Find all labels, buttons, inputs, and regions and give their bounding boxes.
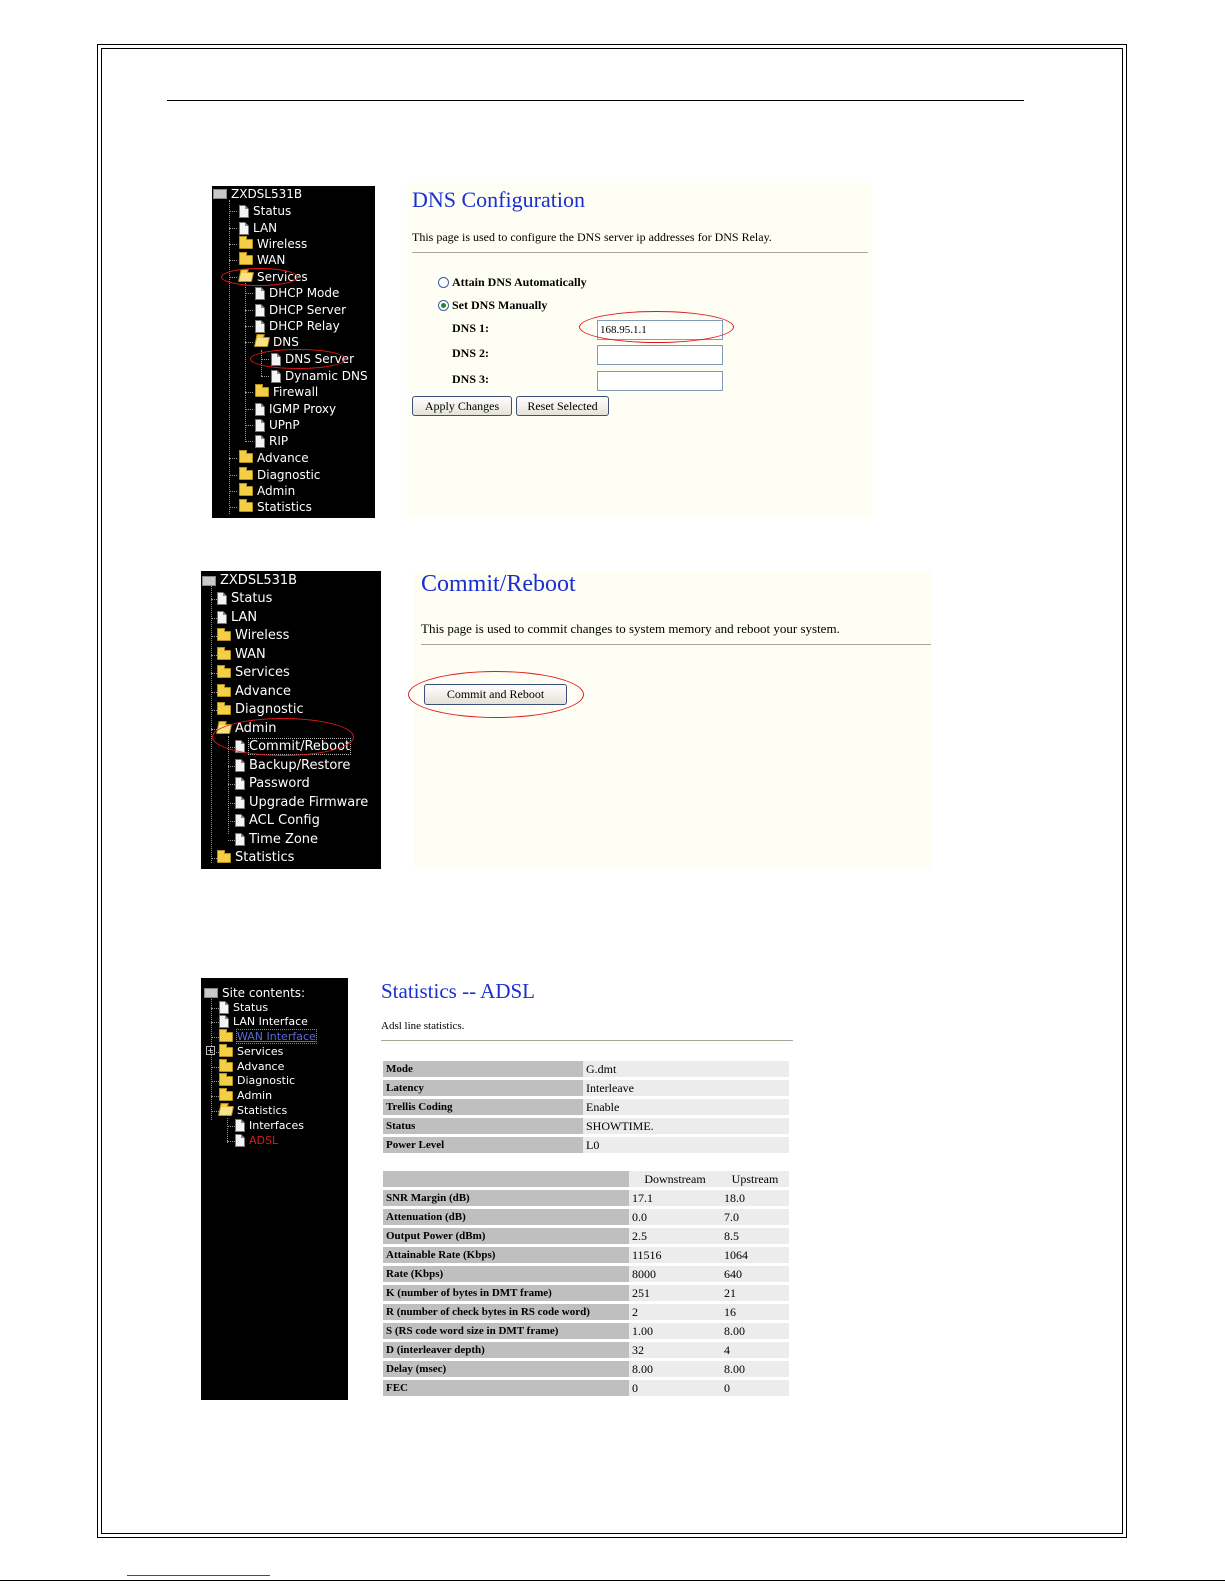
page-icon xyxy=(239,205,249,218)
highlight-ring xyxy=(408,671,584,718)
stat-upstream: 4 xyxy=(721,1342,789,1358)
stats-row xyxy=(383,1266,789,1282)
commit-and-reboot-button[interactable]: Commit and Reboot xyxy=(424,684,567,705)
stat-label: D (interleaver depth) xyxy=(383,1342,629,1358)
page-icon xyxy=(235,777,245,790)
adsl-info-table xyxy=(383,1058,789,1156)
info-key: Latency xyxy=(383,1080,583,1096)
page-title: Commit/Reboot xyxy=(421,571,576,597)
info-key: Mode xyxy=(383,1061,583,1077)
stat-label: Attenuation (dB) xyxy=(383,1209,629,1225)
page-icon xyxy=(219,1001,229,1014)
stats-row xyxy=(383,1342,789,1358)
nav-diagnostic[interactable]: Diagnostic xyxy=(239,468,320,482)
folder-icon xyxy=(255,387,269,397)
nav-lan[interactable]: LAN xyxy=(239,221,277,235)
folder-icon xyxy=(217,668,231,678)
stat-label: S (RS code word size in DMT frame) xyxy=(383,1323,629,1339)
dns3-label: DNS 3: xyxy=(452,372,490,386)
stat-downstream: 0.0 xyxy=(629,1209,721,1225)
nav-admin[interactable]: Admin xyxy=(219,1089,272,1102)
stat-upstream: 18.0 xyxy=(721,1190,789,1206)
page-icon xyxy=(235,814,245,827)
nav-status[interactable]: Status xyxy=(219,1001,268,1014)
stats-row xyxy=(383,1285,789,1301)
stat-downstream: 2.5 xyxy=(629,1228,721,1244)
folder-icon xyxy=(217,631,231,641)
col-downstream: Downstream xyxy=(629,1171,721,1187)
nav-dhcp-relay[interactable]: DHCP Relay xyxy=(255,319,340,333)
folder-icon xyxy=(217,687,231,697)
page-title: Statistics -- ADSL xyxy=(381,979,536,1003)
page-icon xyxy=(255,304,265,317)
monitor-icon xyxy=(213,189,227,199)
nav-statistics[interactable]: Statistics xyxy=(217,850,294,865)
info-key: Power Level xyxy=(383,1137,583,1153)
folder-icon xyxy=(219,1062,233,1072)
page-icon xyxy=(235,1119,245,1132)
nav-diagnostic[interactable]: Diagnostic xyxy=(217,702,304,717)
stat-label: R (number of check bytes in RS code word) xyxy=(383,1304,629,1320)
page-icon xyxy=(255,403,265,416)
stat-label: Rate (Kbps) xyxy=(383,1266,629,1282)
stats-row xyxy=(383,1380,789,1396)
stats-row xyxy=(383,1361,789,1377)
nav-wan-interface[interactable]: WAN Interface xyxy=(219,1030,316,1043)
adsl-statistics-panel xyxy=(377,978,793,1400)
folder-icon xyxy=(219,1047,233,1057)
stats-row xyxy=(383,1228,789,1244)
nav-statistics[interactable]: Statistics xyxy=(239,500,312,514)
page-description: This page is used to configure the DNS server ip addresses for DNS Relay. xyxy=(412,230,772,244)
folder-icon xyxy=(239,486,253,496)
folder-icon xyxy=(217,853,231,863)
page-icon xyxy=(255,320,265,333)
adsl-stats-table xyxy=(383,1168,789,1399)
stat-label: Attainable Rate (Kbps) xyxy=(383,1247,629,1263)
highlight-ring xyxy=(250,349,346,369)
nav-interfaces[interactable]: Interfaces xyxy=(235,1119,304,1132)
dns1-label: DNS 1: xyxy=(452,321,490,335)
stat-label: Output Power (dBm) xyxy=(383,1228,629,1244)
info-row xyxy=(383,1118,789,1134)
stat-downstream: 8.00 xyxy=(629,1361,721,1377)
info-row xyxy=(383,1061,789,1077)
set-dns-manual-label: Set DNS Manually xyxy=(452,298,548,312)
highlight-ring xyxy=(212,718,354,756)
stat-upstream: 1064 xyxy=(721,1247,789,1263)
info-value: L0 xyxy=(583,1137,789,1153)
stat-downstream: 0 xyxy=(629,1380,721,1396)
info-key: Status xyxy=(383,1118,583,1134)
plus-icon: + xyxy=(207,1046,214,1055)
attain-dns-auto-label: Attain DNS Automatically xyxy=(452,275,587,289)
nav-acl-config[interactable]: ACL Config xyxy=(235,813,320,828)
page-icon xyxy=(255,435,265,448)
nav-wireless[interactable]: Wireless xyxy=(217,628,289,643)
highlight-ring xyxy=(579,311,734,343)
stats-row xyxy=(383,1323,789,1339)
folder-icon xyxy=(239,502,253,512)
highlight-ring xyxy=(221,268,298,286)
dns-nav-tree xyxy=(212,186,375,518)
divider xyxy=(381,1040,793,1041)
page-description: This page is used to commit changes to system memory and reboot your system. xyxy=(421,621,840,636)
stat-downstream: 11516 xyxy=(629,1247,721,1263)
stats-row xyxy=(383,1190,789,1206)
nav-wan[interactable]: WAN xyxy=(239,253,285,267)
nav-status[interactable]: Status xyxy=(217,591,272,606)
monitor-icon xyxy=(202,576,216,586)
info-value: Interleave xyxy=(583,1080,789,1096)
stats-header-blank xyxy=(383,1171,629,1187)
page-title: DNS Configuration xyxy=(412,187,585,212)
page-icon xyxy=(235,833,245,846)
stat-upstream: 8.00 xyxy=(721,1323,789,1339)
nav-adsl[interactable]: ADSL xyxy=(235,1134,278,1147)
stat-upstream: 16 xyxy=(721,1304,789,1320)
reset-selected-button[interactable]: Reset Selected xyxy=(516,396,609,416)
apply-changes-button[interactable]: Apply Changes xyxy=(412,396,512,416)
page-icon xyxy=(255,419,265,432)
nav-wireless[interactable]: Wireless xyxy=(239,237,307,251)
adsl-nav-tree xyxy=(201,978,348,1400)
nav-advance[interactable]: Advance xyxy=(219,1060,284,1073)
nav-time-zone[interactable]: Time Zone xyxy=(235,832,318,847)
page-icon xyxy=(255,287,265,300)
commit-reboot-panel xyxy=(414,571,932,869)
folder-icon xyxy=(239,453,253,463)
stat-upstream: 640 xyxy=(721,1266,789,1282)
nav-statistics[interactable]: Statistics xyxy=(219,1104,287,1117)
nav-firewall[interactable]: Firewall xyxy=(255,385,318,399)
nav-status[interactable]: Status xyxy=(239,204,291,218)
nav-backup-restore[interactable]: Backup/Restore xyxy=(235,758,350,773)
stat-label: SNR Margin (dB) xyxy=(383,1190,629,1206)
nav-lan[interactable]: LAN xyxy=(217,610,257,625)
dns3-input[interactable] xyxy=(597,371,723,391)
stats-row xyxy=(383,1304,789,1320)
page-icon xyxy=(235,1134,245,1147)
dns-config-panel xyxy=(407,183,871,518)
stat-downstream: 2 xyxy=(629,1304,721,1320)
nav-lan-interface[interactable]: LAN Interface xyxy=(219,1015,308,1028)
header-rule xyxy=(167,100,1024,101)
nav-admin[interactable]: Admin xyxy=(239,484,295,498)
tree-root: ZXDSL531B xyxy=(202,573,297,588)
page-icon xyxy=(235,759,245,772)
stat-downstream: 32 xyxy=(629,1342,721,1358)
info-row xyxy=(383,1099,789,1115)
nav-upnp[interactable]: UPnP xyxy=(255,418,300,432)
stats-row xyxy=(383,1247,789,1263)
set-dns-manual-radio[interactable] xyxy=(438,300,449,311)
page-icon xyxy=(271,370,281,383)
expand-services-toggle[interactable] xyxy=(206,1046,215,1055)
footer-link xyxy=(127,1575,270,1576)
info-row xyxy=(383,1137,789,1153)
stat-downstream: 8000 xyxy=(629,1266,721,1282)
divider xyxy=(421,644,931,645)
info-value: G.dmt xyxy=(583,1061,789,1077)
folder-icon xyxy=(239,470,253,480)
folder-open-icon xyxy=(254,337,270,347)
nav-dhcp-server[interactable]: DHCP Server xyxy=(255,303,346,317)
info-value: Enable xyxy=(583,1099,789,1115)
stat-downstream: 17.1 xyxy=(629,1190,721,1206)
nav-rip[interactable]: RIP xyxy=(255,434,288,448)
page-icon xyxy=(235,796,245,809)
nav-services[interactable]: Services xyxy=(239,270,308,284)
stat-upstream: 0 xyxy=(721,1380,789,1396)
tree-root: Site contents: xyxy=(204,986,305,1000)
folder-icon xyxy=(217,705,231,715)
monitor-icon xyxy=(204,988,218,998)
folder-icon xyxy=(239,239,253,249)
info-key: Trellis Coding xyxy=(383,1099,583,1115)
nav-wan[interactable]: WAN xyxy=(217,647,266,662)
info-value: SHOWTIME. xyxy=(583,1118,789,1134)
nav-dns-server[interactable]: DNS Server xyxy=(271,352,354,366)
nav-commit-reboot[interactable]: Commit/Reboot xyxy=(235,739,350,754)
page-icon xyxy=(239,222,249,235)
stat-downstream: 1.00 xyxy=(629,1323,721,1339)
tree-root: ZXDSL531B xyxy=(213,187,302,201)
nav-admin[interactable]: Admin xyxy=(217,721,276,736)
folder-icon xyxy=(219,1076,233,1086)
stat-label: K (number of bytes in DMT frame) xyxy=(383,1285,629,1301)
nav-advance[interactable]: Advance xyxy=(217,684,291,699)
nav-services[interactable]: Services xyxy=(217,665,290,680)
folder-icon xyxy=(219,1091,233,1101)
nav-diagnostic[interactable]: Diagnostic xyxy=(219,1074,295,1087)
page-icon xyxy=(219,1015,229,1028)
stat-label: Delay (msec) xyxy=(383,1361,629,1377)
folder-icon xyxy=(219,1032,233,1042)
stat-upstream: 8.5 xyxy=(721,1228,789,1244)
stat-label: FEC xyxy=(383,1380,629,1396)
page-icon xyxy=(217,592,227,605)
nav-services[interactable]: Services xyxy=(219,1045,283,1058)
dns2-input[interactable] xyxy=(597,345,723,365)
nav-upgrade-firmware[interactable]: Upgrade Firmware xyxy=(235,795,368,810)
nav-dns[interactable]: DNS xyxy=(255,335,299,349)
folder-icon xyxy=(217,650,231,660)
attain-dns-auto-radio[interactable] xyxy=(438,277,449,288)
nav-dynamic-dns[interactable]: Dynamic DNS xyxy=(271,369,368,383)
stat-upstream: 21 xyxy=(721,1285,789,1301)
stat-downstream: 251 xyxy=(629,1285,721,1301)
stats-row xyxy=(383,1209,789,1225)
nav-dhcp-mode[interactable]: DHCP Mode xyxy=(255,286,339,300)
info-row xyxy=(383,1080,789,1096)
page-icon xyxy=(217,611,227,624)
col-upstream: Upstream xyxy=(721,1171,789,1187)
dns2-label: DNS 2: xyxy=(452,346,490,360)
nav-igmp-proxy[interactable]: IGMP Proxy xyxy=(255,402,336,416)
stat-upstream: 8.00 xyxy=(721,1361,789,1377)
folder-icon xyxy=(239,255,253,265)
footer-rule xyxy=(0,1580,1225,1581)
nav-password[interactable]: Password xyxy=(235,776,310,791)
divider xyxy=(412,252,868,253)
page-description: Adsl line statistics. xyxy=(381,1020,465,1032)
folder-open-icon xyxy=(218,1106,234,1116)
nav-advance[interactable]: Advance xyxy=(239,451,309,465)
commit-nav-tree xyxy=(201,571,381,869)
stat-upstream: 7.0 xyxy=(721,1209,789,1225)
